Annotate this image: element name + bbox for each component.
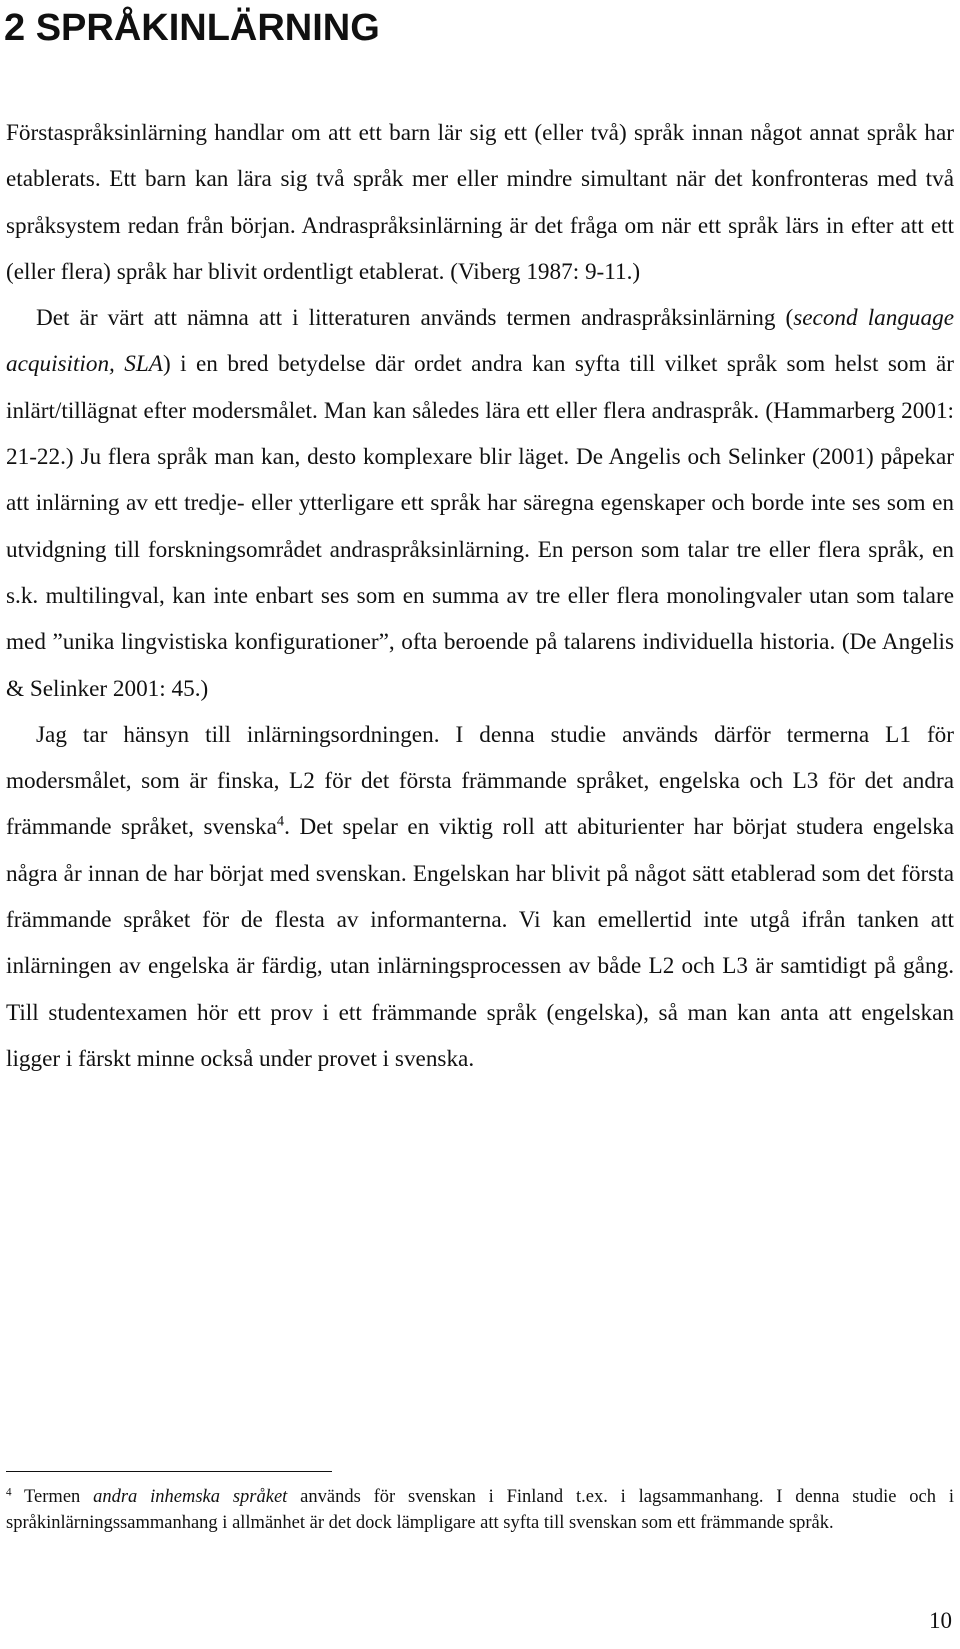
paragraph-2: [6, 295, 954, 712]
page-number: 10: [929, 1608, 952, 1633]
paragraph-1-text: Förstaspråksinlärning handlar om att ett barn lär sig ett (eller två) språk innan något annat språk har etablerats. Ett barn kan lära sig två språk mer eller mindre simultant när det konfronteras med två språksystem redan från början. Andraspråksinlärning är det fråga om när ett språk lärs in efter att ett (eller flera) språk har blivit ordentligt etablerat. (Viberg 1987: 9-11.): [6, 120, 954, 285]
paragraph-2-text-end: ) i en bred betydelse där ordet andra kan syfta till vilket språk som helst som är inlärt/tillägnat efter modersmålet. Man kan således lära ett eller flera andraspråk. (Hammarberg 2001: 21-22.) Ju flera språk man kan, desto komplexare blir läget. De Angelis och Selinker (2001) påpekar att inlärning av ett tredje- eller ytterligare ett språk har säregna egenskaper och borde inte ses som en utvidgning till forskningsområdet andraspråksinlärning. En person som talar tre eller flera språk, en s.k. multilingval, kan inte enbart ses som en summa av tre eller flera monolingvaler utan som talare med ”unika lingvistiska konfigurationer”, ofta beroende på talarens individuella historia. (De Angelis & Selinker 2001: 45.): [6, 351, 954, 702]
footnote-italic-term: andra inhemska språket: [93, 1487, 288, 1507]
paragraph-3-text-end: . Det spelar en viktig roll att abiturienter har börjat studera engelska några år innan de har börjat med svenskan. Engelskan har blivit på något sätt etablerad som det första främmande språket för de flesta av informanterna. Vi kan emellertid inte utgå ifrån tanken att inlärningen av engelska är färdig, utan inlärningsprocessen av både L2 och L3 är samtidigt på gång. Till studentexamen hör ett prov i ett främmande språk (engelska), så man kan anta att engelskan ligger i färskt minne också under provet i svenska.: [6, 814, 954, 1072]
paragraph-3: [6, 712, 954, 1082]
paragraph-1: [6, 110, 954, 295]
footnote-separator: [6, 1471, 332, 1472]
footnote-text-end: används för svenskan i Finland t.ex. i lagsammanhang. I denna studie och i språkinlärningssammanhang i allmänhet är det dock lämpligare att syfta till svenskan som ett främmande språk.: [6, 1487, 954, 1533]
paragraph-2-italic-term: second language acquisition, SLA: [6, 305, 954, 378]
footnote: [6, 1484, 954, 1536]
paragraph-2-text-start: Det är värt att nämna att i litteraturen används termen andraspråksinlärning (: [36, 305, 794, 332]
footnote-reference[interactable]: 4: [276, 813, 285, 830]
paragraph-3-text-start: Jag tar hänsyn till inlärningsordningen. I denna studie används därför termerna L1 för modersmålet, som är finska, L2 för det första främmande språket, engelska och L3 för det andra främmande språket, svenska: [6, 721, 954, 841]
section-heading: 2 SPRÅKINLÄRNING: [4, 7, 380, 49]
footnote-marker: 4: [6, 1486, 12, 1499]
footnote-text-start: Termen: [11, 1487, 94, 1507]
body-text: [6, 110, 954, 1082]
